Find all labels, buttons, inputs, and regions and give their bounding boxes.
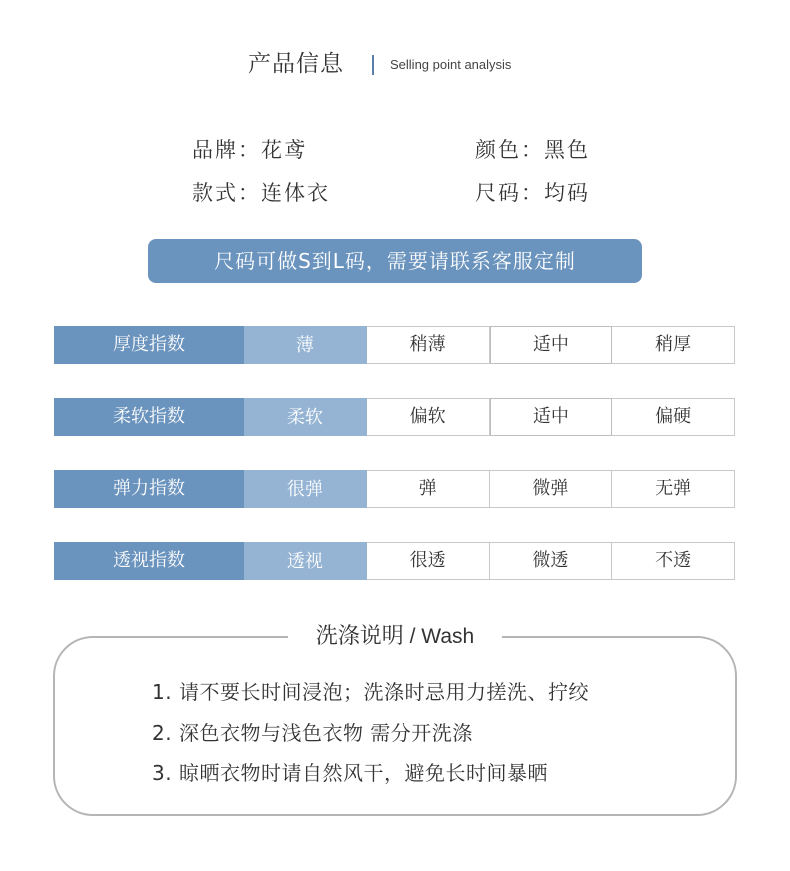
wash-title-zh: 洗涤说明 bbox=[315, 624, 404, 649]
scale-label: 厚度指数 bbox=[54, 326, 244, 364]
wash-title-en: / Wash bbox=[403, 625, 475, 648]
wash-title bbox=[288, 619, 502, 655]
scale-option: 偏软 bbox=[367, 398, 490, 436]
page-subtitle: Selling point analysis bbox=[390, 57, 512, 72]
info-size: 尺码：均码 bbox=[475, 181, 590, 205]
scale-option: 很透 bbox=[367, 542, 490, 580]
scale-option: 弹 bbox=[367, 470, 490, 508]
wash-item: 1. 请不要长时间浸泡；洗涤时忌用力搓洗、拧绞 bbox=[152, 680, 589, 704]
section-header bbox=[0, 48, 790, 80]
scale-option: 适中 bbox=[490, 398, 613, 436]
info-style: 款式：连体衣 bbox=[192, 181, 330, 205]
scale-option: 适中 bbox=[490, 326, 613, 364]
scale-option: 不透 bbox=[612, 542, 735, 580]
scale-row-softness bbox=[54, 398, 735, 436]
scale-option-selected: 薄 bbox=[244, 326, 367, 364]
scale-row-transparency bbox=[54, 542, 735, 580]
scale-label: 透视指数 bbox=[54, 542, 244, 580]
info-brand: 品牌：花鸢 bbox=[192, 138, 307, 162]
scale-label: 柔软指数 bbox=[54, 398, 244, 436]
title-divider bbox=[372, 55, 374, 75]
custom-size-banner: 尺码可做S到L码，需要请联系客服定制 bbox=[148, 239, 642, 283]
scale-label: 弹力指数 bbox=[54, 470, 244, 508]
scale-option: 稍薄 bbox=[367, 326, 490, 364]
scale-option: 偏硬 bbox=[612, 398, 735, 436]
wash-item: 2. 深色衣物与浅色衣物 需分开洗涤 bbox=[152, 721, 473, 745]
scale-row-thickness bbox=[54, 326, 735, 364]
scale-option-selected: 柔软 bbox=[244, 398, 367, 436]
scale-option: 微透 bbox=[490, 542, 613, 580]
wash-item: 3. 晾晒衣物时请自然风干，避免长时间暴晒 bbox=[152, 761, 548, 785]
info-color: 颜色：黑色 bbox=[475, 138, 590, 162]
page-title: 产品信息 bbox=[248, 51, 344, 77]
scale-option: 稍厚 bbox=[612, 326, 735, 364]
scale-option-selected: 很弹 bbox=[244, 470, 367, 508]
scale-option: 微弹 bbox=[490, 470, 613, 508]
scale-row-elasticity bbox=[54, 470, 735, 508]
scale-option-selected: 透视 bbox=[244, 542, 367, 580]
scale-option: 无弹 bbox=[612, 470, 735, 508]
